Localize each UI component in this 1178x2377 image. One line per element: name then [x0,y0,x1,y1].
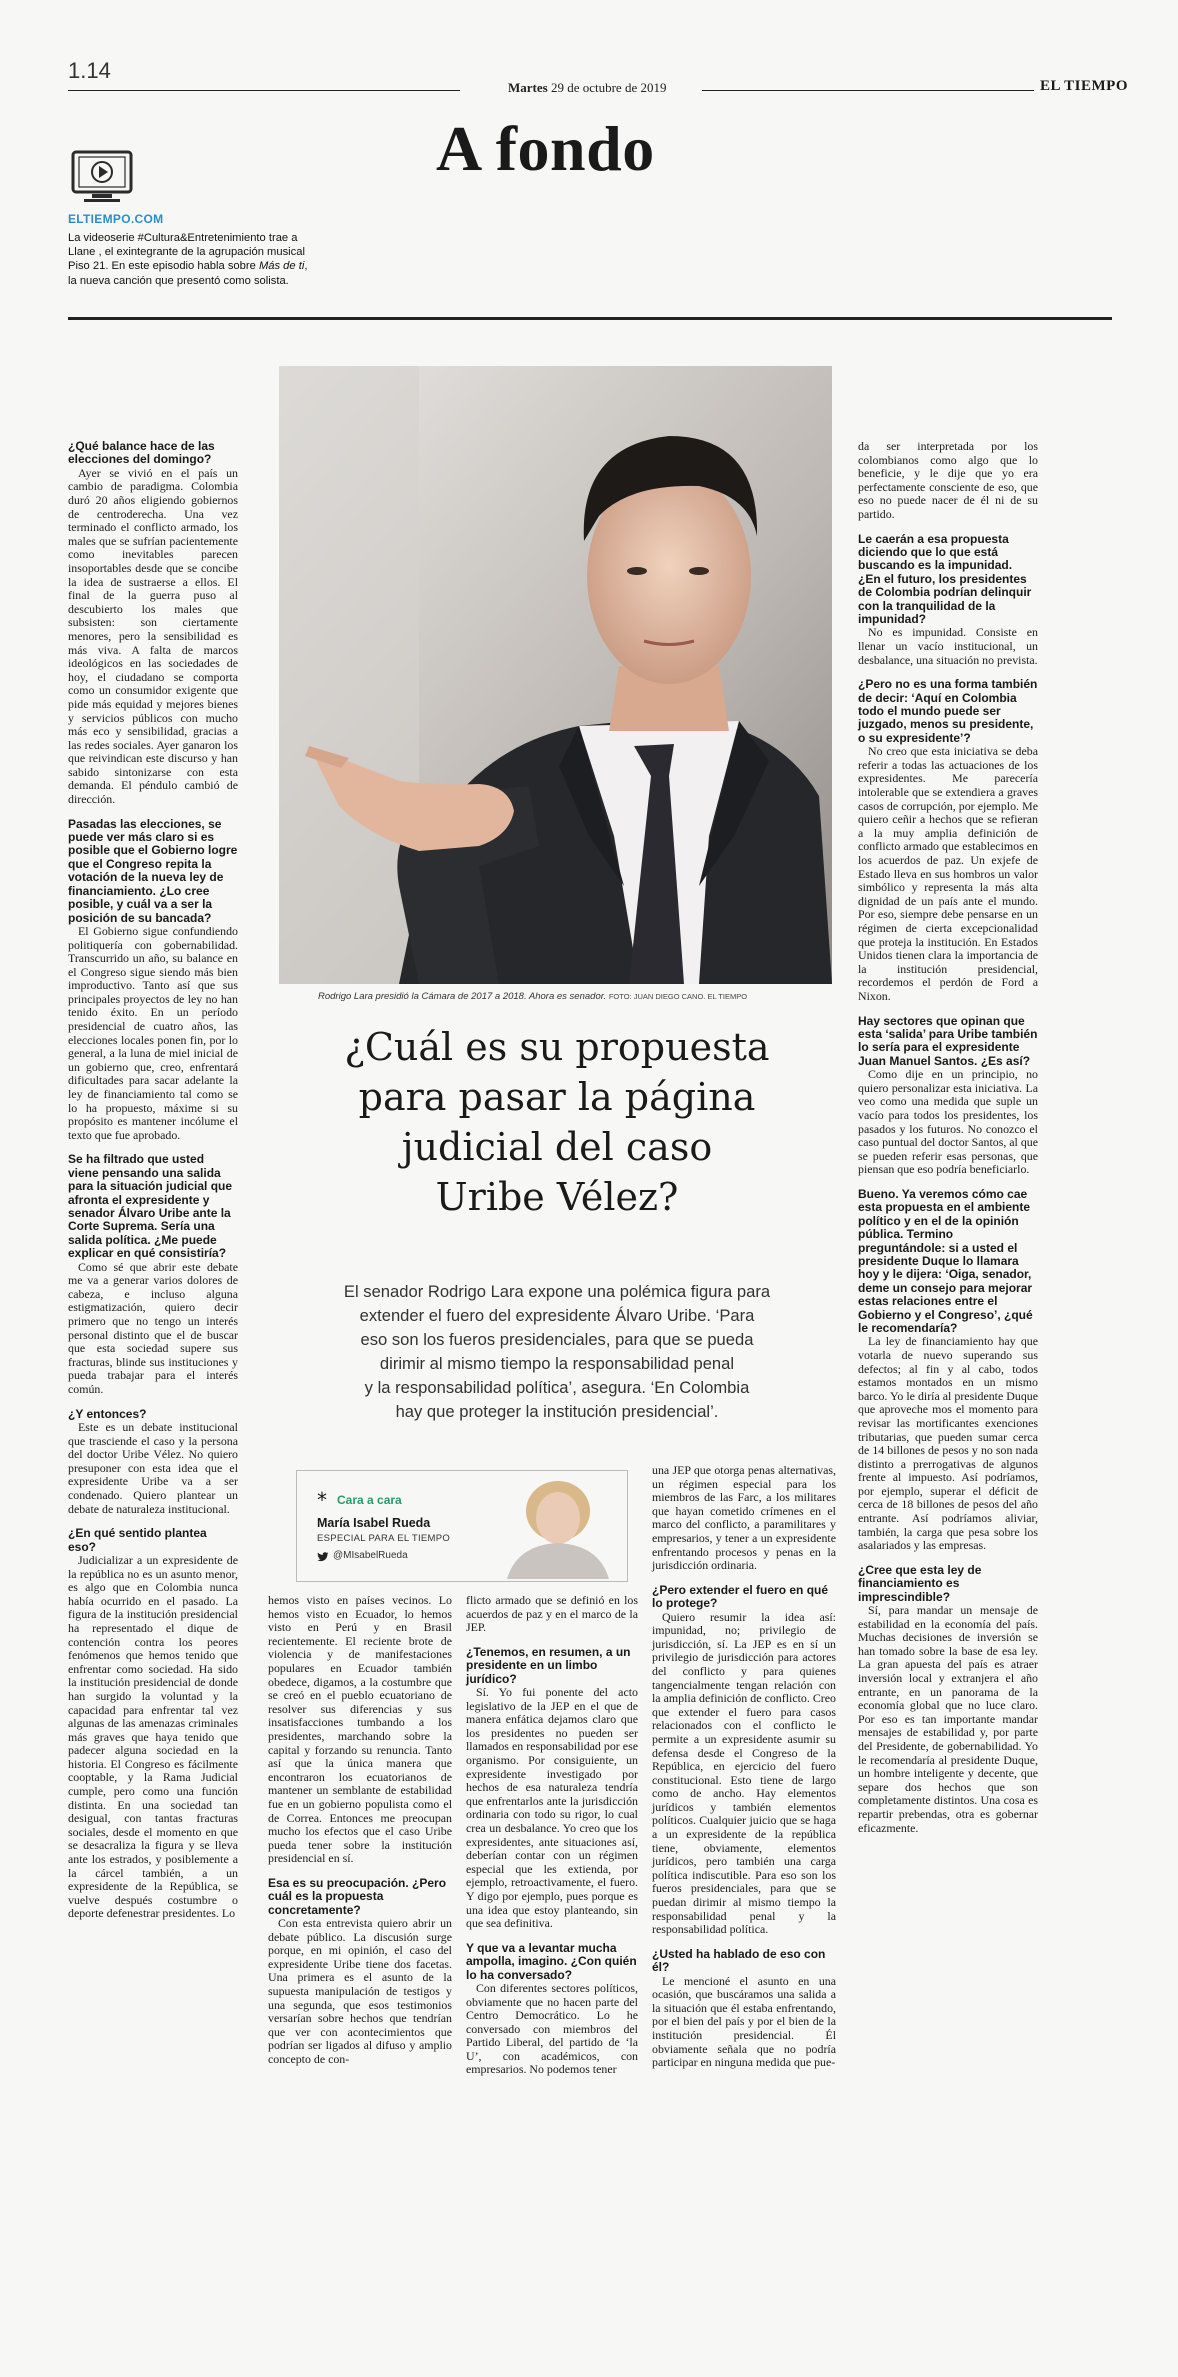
answer: flicto armado que se definió en los acuerdos de paz y en el marco de la JEP. [466,1593,638,1635]
answer: Quiero resumir la idea así: impunidad, no; privilegio de jurisdicción, sí. La JEP es en sí un privilegio de jurisdicción para actores del conflicto y para quienes tangencialmente tengan relación con la amplia definición de conflicto. Creo que extender el fuero para casos relacionados con el conflicto le permite a un expresidente asumir su defensa desde el Congreso de la República, en ejercicio del fuero constitucional. Esto tiene de largo como de ancho. Hay elementos jurídicos y también elementos políticos. Cualquier juicio que se haga a un expresidente de la república tiene, obviamente, elementos jurídicos, pero también una carga política indiscutible. Para eso son los fueros presidenciales, para que se puedan dirimir al mismo tiempo la responsabilidad penal y la responsabilidad política. [652,1609,836,1937]
question: Esa es su preocupación. ¿Pero cuál es la propuesta concretamente? [268,1875,447,1917]
header-bottom-rule [68,317,1112,320]
answer: Como dije en un principio, no quiero personalizar esta iniciativa. La veo como una medida que suple un vacío para todos los presidentes, los pasados y los futuros. No conozco el caso puntual del doctor Santos, al que se pueden referir esas personas, que piensan que eso podría beneficiarlo. [858,1067,1038,1177]
author-avatar [497,1473,619,1579]
dateline-date: 29 de octubre de 2019 [550,80,667,95]
question: Se ha filtrado que usted viene pensando una salida para la situación judicial que afronta el expresidente y senador Álvaro Uribe ante la Corte Suprema. Sería una salida política. ¿Me puede explicar en qué consistiría? [68,1152,233,1261]
article-column-2 [268,1594,452,2067]
dek-line: hay que proteger la institución presidencial’. [395,1402,719,1421]
twitter-icon [317,1550,329,1562]
question: Le caerán a esa propuesta diciendo que lo que está buscando es la impunidad. ¿En el futuro, los presidentes de Colombia podrían delinquir con la tranquilidad de la impunidad? [858,531,1032,626]
header-rule-right [702,90,1034,91]
author-box [296,1470,628,1582]
question: ¿Qué balance hace de las elecciones del domingo? [68,439,215,467]
answer: La ley de financiamiento hay que votarla de nuevo superando sus defectos; al fin y al cabo, todos estamos montados en un mismo barco. Yo le diría al presidente Duque que aproveche mos el momento para revisar las mortificantes exenciones tributarias, que pueden sumar cerca de 14 billones de pesos y no son nada distinto a prerrogativas de algunos frente al impuesto. Así podríamos, por ejemplo, superar el déficit de cerca de 18 billones de pesos del año entrante. Así podríamos aliviar, también, la carga que pesa sobre los asalariados y las empresas. [858,1334,1038,1553]
asterisk-icon: * [317,1488,327,1512]
dek-line: extender el fuero del expresidente Álvaro Uribe. ‘Para [359,1306,755,1325]
headline-line: para pasar la página [358,1075,756,1119]
headline [282,1022,832,1222]
question: ¿Pero extender el fuero en qué lo protege? [652,1582,829,1611]
question: ¿Cree que esta ley de financiamiento es imprescindible? [858,1562,982,1604]
promo-text [68,231,368,288]
author-role: ESPECIAL PARA EL TIEMPO [317,1533,451,1544]
video-play-icon[interactable] [70,148,134,206]
question: ¿En qué sentido plantea eso? [68,1526,207,1554]
photo-credit: FOTO: JUAN DIEGO CANO. EL TIEMPO [608,992,748,1001]
answer: Le mencioné el asunto en una ocasión, que buscáramos una salida a la situación que él estaba enfrentando, por el bien del país y por el bien de la institución presidencial. Él obviamente señala que no podría participar en ninguna medida que pue- [652,1973,836,2070]
author-name: María Isabel Rueda [317,1516,431,1530]
article-column-4 [652,1464,836,2070]
photo-caption [318,991,838,1002]
dek-line: y la responsabilidad política’, asegura. ‘En Colombia [364,1378,750,1397]
answer: No creo que esta iniciativa se deba referir a todas las actuaciones de los expresidentes. Me parecería intolerable que se extendiera a graves casos de corrupción, por ejemplo. Me quiero ceñir a hechos que se refieran a la muy amplia definición de conflicto armado que establecimos en los acuerdos de paz. Un exjefe de Estado lleva en sus hombros un valor simbólico y representa la más alta dignidad de un país ante el mundo. Por eso, siempre debe pensarse en un régimen de cierta excepcionalidad que proteja la institución. En Estados Unidos tienen clara la importancia de la institución presidencial, recordemos el perdón de Ford a Nixon. [858,744,1038,1003]
dek-line: El senador Rodrigo Lara expone una polémica figura para [343,1282,771,1301]
answer: El Gobierno sigue confundiendo politiquería con gobernabilidad. Transcurrido un año, su balance en el Congreso sigue siendo más bien improductivo. Tanto así que sus principales proyectos de ley no han tenido éxito. En un período presidencial de cuatro años, las elecciones locales ponen fin, por lo general, a la luna de miel inicial de un gobierno que, creo, enfrentará dificultades para sacar adelante la ley de financiamiento tal como se lo ha propuesto, máxime si su propósito es mantener incólume el texto que fue aprobado. [68,923,238,1142]
header-rule-left [68,90,460,91]
answer: Judicializar a un expresidente de la república no es un asunto menor, es algo que en Colombia nunca había ocurrido en el pasado. La figura de la institución presidencial ha representado el dique de contención contra los peores fenómenos que hemos tenido que enfrentar como sociedad. Ha sido la institución presidencial de donde han surgido la voluntad y la capacidad para enfrentar tal vez algunas de las amenazas criminales más graves que haya tenido que padecer alguna sociedad en la historia. El Congreso es fácilmente cooptable, y la Rama Judicial cumple, pero como una función distinta. En una sociedad tan desigual, con tantas fracturas sociales, desde el momento en que se desacraliza la figura y se lleva ante los estrados, y posiblemente a la cárcel también, a un expresidente de la República, se vuelve después costumbre o deporte defenestrar presidentes. Lo [68,1552,238,1921]
promo-text-line: La videoserie #Cultura&Entretenimiento trae a [68,232,298,244]
answer: da ser interpretada por los colombianos como algo que lo beneficie, y le dije que yo era perfectamente consciente de eso, que eso no puede nacer de él ni de su partido. [858,439,1038,521]
answer: Con diferentes sectores políticos, obviamente que no hacen parte del Centro Democrático. Lo he conversado con miembros del Partido Liberal, del partido de ‘la U’, con académicos, con empresarios. No podemos tener [466,1980,638,2077]
promo-text-line: Piso 21. En este episodio habla sobre Más de ti, [68,260,308,273]
portrait-photo [279,366,832,984]
article-column-1 [68,440,238,1921]
dateline-day: Martes [508,80,548,95]
answer: No es impunidad. Consiste en llenar un vacío institucional, un desbalance, una situación no prevista. [858,625,1038,667]
dek-line: eso son los fueros presidenciales, para que se pueda [360,1330,754,1349]
question: Hay sectores que opinan que esta ‘salida’ para Uribe también lo sería para el expresidente Juan Manuel Santos. ¿Es así? [858,1013,1038,1068]
promo-text-line: la nueva canción que presentó como solista. [68,274,289,287]
question: ¿Y entonces? [68,1406,147,1421]
question: Y que va a levantar mucha ampolla, imagino. ¿Con quién lo ha conversado? [466,1940,637,1982]
answer: Este es un debate institucional que trasciende el caso y la persona del doctor Uribe Vélez. No quiero presuponer con esta idea que el expresidente Uribe va a ser condenado. Quiero plantear un debate de naturaleza institucional. [68,1420,238,1516]
author-twitter[interactable]: @MIsabelRueda [333,1550,408,1561]
answer: Como sé que abrir este debate me va a generar varios dolores de cabeza, e incluso alguna estigmatización, quiero decir primero que no tengo un interés personal distinto que el de buscar que esta sociedad supere sus fracturas, blinde sus instituciones y pueda trabajar para el interés común. [68,1259,238,1396]
dek [272,1280,842,1424]
question: ¿Pero no es una forma también de decir: ‘Aquí en Colombia todo el mundo puede ser juzgado, menos su presidente, o su expresidente’? [858,677,1038,745]
answer: hemos visto en países vecinos. Lo hemos visto en Ecuador, lo hemos visto en Perú y en Brasil recientemente. El reciente brote de violencia y de manifestaciones populares en Ecuador también obedece, digamos, a la costumbre que se creó en el pueblo ecuatoriano de resolver sus diferencias y sus insatisfacciones tumbando a los presidentes, marchando sobre la capital y forzando su renuncia. Tanto así que la única manera que encontraron los ecuatorianos de mantener un semblante de estabilidad fue en un gobierno populista como el de Correa. Entonces me preocupan mucho los efectos que el caso Uribe pueda tener sobre la institución presidencial en sí. [268,1593,452,1866]
answer: Sí, para mandar un mensaje de estabilidad en la economía del país. Muchas decisiones de inversión se han tomado sobre la base de esa ley. La gran apuesta del país es atraer inversión local y extranjera el año entrante, en un panorama de la economía global que no luce claro. Por eso es tan importante mandar mensajes de estabilidad y, por parte del Presidente, de gobernabilidad. Yo le recomendaría al presidente Duque, un hombre inteligente y decente, que separe dos hechos que son completamente distintos. Una cosa es repartir prebendas, otra es gobernar eficazmente. [858,1603,1038,1835]
page-number: 1.14 [68,58,111,83]
dek-line: dirimir al mismo tiempo la responsabilidad penal [379,1354,735,1373]
question: Bueno. Ya veremos cómo cae esta propuesta en el ambiente político y en el de la opinión pública. Termino preguntándole: si a usted el presidente Duque lo llamara hoy y le dijera: ‘Oiga, senador, deme un consejo para mejorar estas relaciones entre el Gobierno y el Congreso’, ¿qué le recomendaría? [858,1186,1033,1335]
answer: una JEP que otorga penas alternativas, un régimen especial para los miembros de las Farc, a los militares que hayan cometido crímenes en el marco del conflicto, a paramilitares y empresarios, y tener a un expresidente enfrentando procesos y penas en la jurisdicción ordinaria. [652,1463,836,1573]
promo-text-line: Llane , el exintegrante de la agrupación musical [68,246,305,259]
question: ¿Usted ha hablado de eso con él? [652,1946,826,1975]
dateline [508,80,666,96]
question: Pasadas las elecciones, se puede ver más claro si es posible que el Gobierno logre que el Congreso repita la votación de la nueva ley de financiamiento. ¿Lo cree posible, y cuál va a ser la posición de su bancada? [68,816,238,925]
answer: Sí. Yo fui ponente del acto legislativo de la JEP en el que de manera enfática dejamos claro que los presidentes no pueden ser llamados en responsabilidad por ese organismo. Por consiguiente, un expresidente investigado por hechos de esa naturaleza tendría que enfrentarlos ante la jurisdicción ordinaria con todo su rigor, lo cual crea un desbalance. Yo creo que los expresidentes, ante situaciones así, deberían contar con un régimen especial que les extienda, por ejemplo, retroactivamente, el fuero. Y digo por ejemplo, pues porque es una idea que estoy planteando, sin que sea definitiva. [466,1685,638,1931]
promo-link[interactable]: ELTIEMPO.COM [68,212,164,226]
answer: Ayer se vivió en el país un cambio de paradigma. Colombia duró 20 años eligiendo gobiernos de centroderecha. Una vez terminado el conflicto armado, los males que se sufrían pacientemente como inevitables parecen insoportables desde que se concibe la idea de sustraerse a ellos. El final de la guerra puso al descubierto los males que subsisten: son ciertamente menores, pero la sensibilidad es más viva. A falta de marcos ideológicos en las sociedades de hoy, el ciudadano se comporta como un consumidor exigente que pide más equidad y mejores bienes y servicios públicos con mucho más eco y sensibilidad, gracias a las redes sociales. Ayer ganaron los que reivindican este discurso y han sabido sintonizarse con esta demanda. El péndulo cambió de dirección. [68,465,238,807]
article-column-5 [858,440,1038,1835]
photo-caption-text: Rodrigo Lara presidió la Cámara de 2017 a 2018. Ahora es senador. [318,991,607,1002]
author-kicker: Cara a cara [337,1493,402,1507]
article-column-3 [466,1594,638,2077]
headline-line: ¿Cuál es su propuesta [344,1025,770,1069]
question: ¿Tenemos, en resumen, a un presidente en un limbo jurídico? [466,1644,631,1686]
headline-line: judicial del caso [401,1125,713,1169]
section-title: A fondo [436,113,655,184]
brand-logo: EL TIEMPO [1040,78,1128,94]
answer: Con esta entrevista quiero abrir un debate público. La discusión surge porque, en mi opinión, el caso del expresidente Uribe tiene dos facetas. Una primera es el asunto de la supuesta manipulación de testigos y una segunda, que esos testimonios versarían sobre hechos que tendrían que ver con acontecimientos que podrían ser ligados al difuso y amplio concepto de con- [268,1916,452,2067]
headline-line: Uribe Vélez? [435,1175,679,1219]
